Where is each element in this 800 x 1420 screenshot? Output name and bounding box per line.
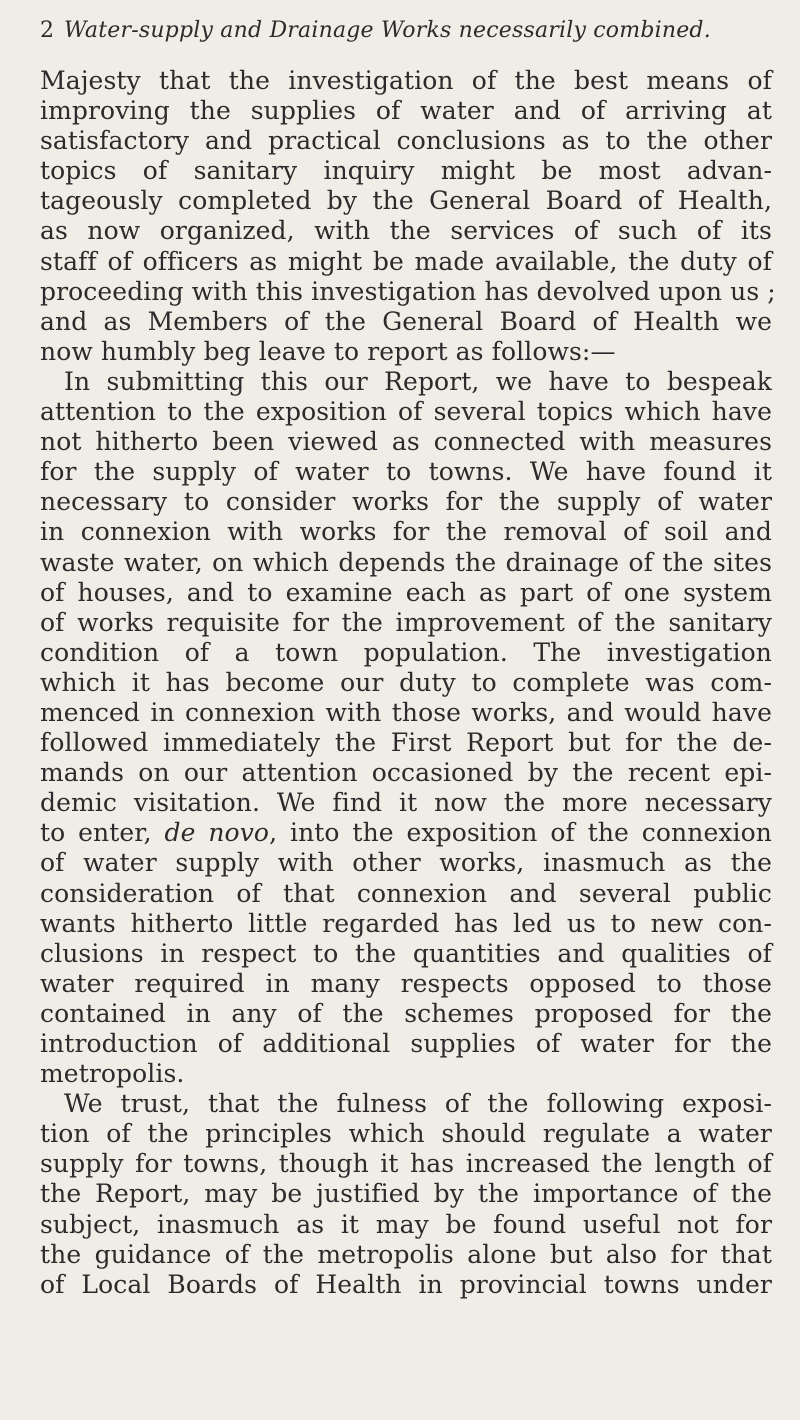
text-line: the Report, may be justified by the importance of the: [40, 1179, 772, 1209]
text-line: supply for towns, though it has increased the length of: [40, 1149, 772, 1179]
text-line: and as Members of the General Board of Health we: [40, 306, 772, 336]
text-line: proceeding with this investigation has devolved upon us ;: [40, 276, 776, 306]
text-line: satisfactory and practical conclusions as to the other: [40, 126, 772, 156]
text-line: water required in many respects opposed to those: [40, 968, 772, 998]
text-line: mands on our attention occasioned by the recent epi-: [40, 758, 772, 788]
text-line: tageously completed by the General Board of Health,: [40, 186, 772, 216]
text-line: clusions in respect to the quantities and qualities of: [40, 938, 772, 968]
text-line: necessary to consider works for the supply of water: [40, 487, 772, 517]
text-line: of works requisite for the improvement of the sanitary: [40, 607, 772, 637]
text-line: [40, 818, 772, 848]
text-line: subject, inasmuch as it may be found useful not for: [40, 1209, 772, 1239]
text-line: of Local Boards of Health in provincial towns under: [40, 1269, 772, 1299]
text-line: tion of the principles which should regulate a water: [40, 1119, 772, 1149]
text-line: as now organized, with the services of such of its: [40, 216, 772, 246]
text-line: introduction of additional supplies of water for the: [40, 1029, 772, 1058]
text-segment: , into the exposition of the connexion: [269, 818, 772, 848]
text-line: in connexion with works for the removal of soil and: [40, 517, 772, 547]
italic-phrase: de novo: [164, 818, 270, 848]
text-line: of water supply with other works, inasmuch as the: [40, 848, 772, 878]
text-line: wants hitherto little regarded has led us to new con-: [40, 908, 772, 938]
text-line: demic visitation. We find it now the more necessary: [40, 788, 772, 818]
text-line: In submitting this our Report, we have to bespeak: [64, 366, 772, 396]
page-number: 2: [40, 18, 54, 43]
text-line: waste water, on which depends the drainage of the sites: [40, 547, 772, 577]
text-line: improving the supplies of water and of arriving at: [40, 96, 772, 126]
text-line: attention to the exposition of several topics which have: [40, 397, 772, 427]
running-title: Water-supply and Drainage Works necessarily combined.: [64, 18, 711, 43]
text-line: followed immediately the First Report but for the de-: [40, 728, 772, 758]
text-segment: to enter,: [40, 818, 165, 848]
text-line: of houses, and to examine each as part of one system: [40, 577, 772, 607]
text-line: which it has become our duty to complete was com-: [40, 667, 772, 697]
text-line: menced in connexion with those works, and would have: [40, 697, 772, 727]
text-line: topics of sanitary inquiry might be most advan-: [40, 156, 772, 186]
text-line: staff of officers as might be made available, the duty of: [40, 246, 772, 276]
body-text: [40, 66, 776, 1300]
text-line: metropolis.: [40, 1059, 185, 1089]
text-line: for the supply of water to towns. We have found it: [40, 457, 772, 487]
text-line: condition of a town population. The investigation: [40, 637, 772, 667]
page-header: [40, 10, 770, 52]
text-line: not hitherto been viewed as connected with measures: [40, 427, 772, 457]
text-line: the guidance of the metropolis alone but also for that: [40, 1239, 772, 1269]
text-line: Majesty that the investigation of the best means of: [40, 66, 772, 95]
text-line: now humbly beg leave to report as follows:—: [40, 336, 616, 366]
text-line: contained in any of the schemes proposed for the: [40, 998, 772, 1028]
text-line: We trust, that the fulness of the following exposi-: [64, 1089, 772, 1119]
text-line: consideration of that connexion and several public: [40, 878, 772, 908]
